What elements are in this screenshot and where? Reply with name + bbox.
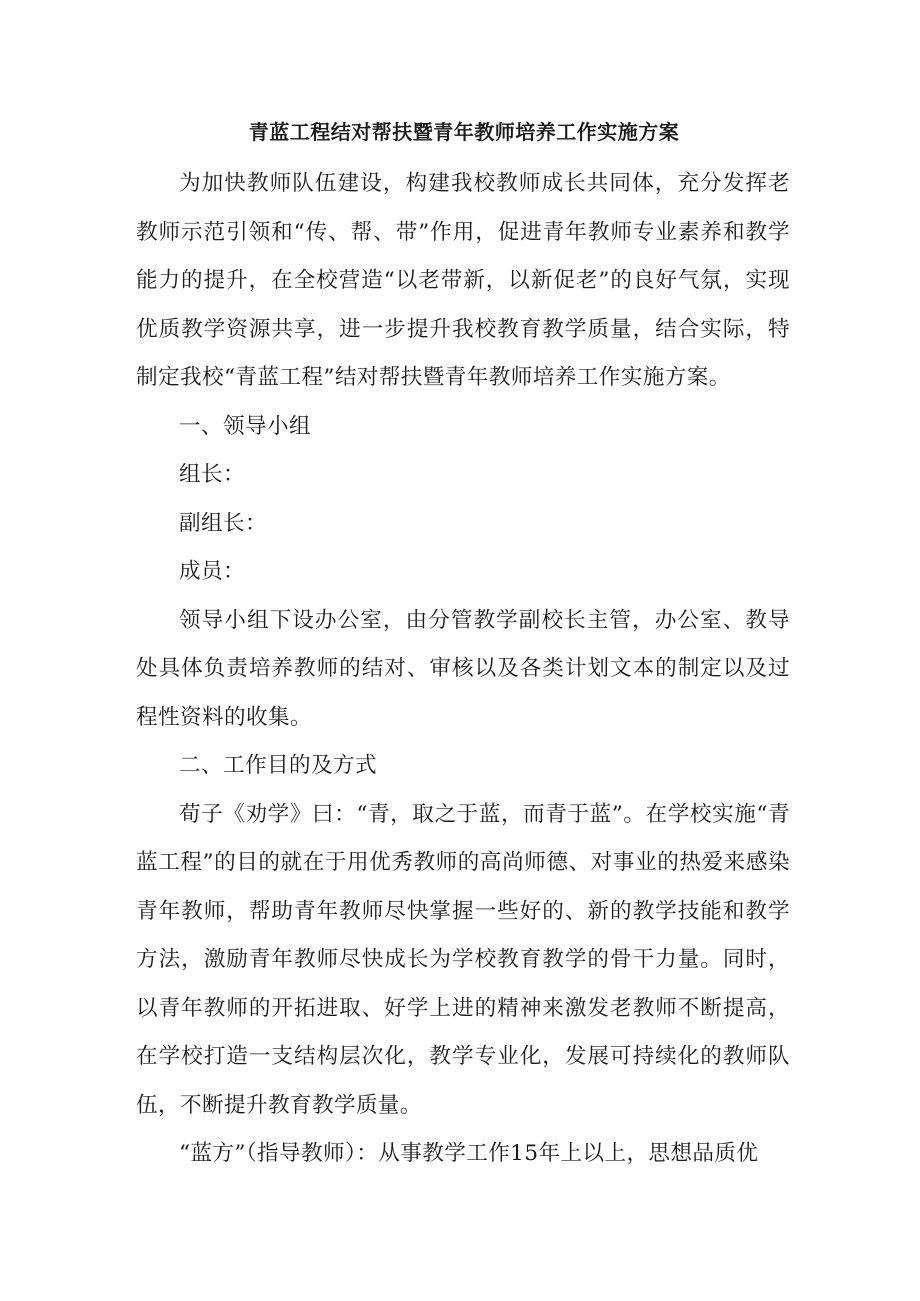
section-heading-purpose: 二、工作目的及方式 bbox=[179, 753, 377, 778]
section-heading-leadership: 一、领导小组 bbox=[179, 413, 311, 439]
intro-paragraph: 为加快教师队伍建设，构建我校教师成长共同体，充分发挥老教师示范引领和“传、帮、带”作用，促进青年教师专业素养和教学能力的提升，在全校营造“以老带新，以新促老”的良好气氛，实现优质教学资源共享，进一步提升我校教育教学质量，结合实际，特制定我校“青蓝工程”结对帮扶暨青年教师培养工作实施方案。 bbox=[136, 171, 790, 390]
vice-leader-line: 副组长： bbox=[179, 510, 267, 536]
document-title: 青蓝工程结对帮扶暨青年教师培养工作实施方案 bbox=[248, 120, 680, 144]
members-line: 成员： bbox=[179, 559, 245, 584]
mentor-criteria-line: “蓝方”（指导教师）：从事教学工作15年上以上，思想品质优 bbox=[179, 1141, 759, 1166]
leader-line: 组长： bbox=[179, 462, 245, 487]
document-body bbox=[136, 112, 790, 1179]
leadership-paragraph: 领导小组下设办公室，由分管教学副校长主管，办公室、教导处具体负责培养教师的结对、审核以及各类计划文本的制定以及过程性资料的收集。 bbox=[136, 607, 790, 730]
purpose-paragraph: 荀子《劝学》曰：“青，取之于蓝，而青于蓝”。在学校实施“青蓝工程”的目的就在于用优秀教师的高尚师德、对事业的热爱来感染青年教师，帮助青年教师尽快掌握一些好的、新的教学技能和教学方法，激励青年教师尽快成长为学校教育教学的骨干力量。同时，以青年教师的开拓进取、好学上进的精神来激发老教师不断提高，在学校打造一支结构层次化，教学专业化，发展可持续化的教师队伍，不断提升教育教学质量。 bbox=[136, 801, 790, 1118]
